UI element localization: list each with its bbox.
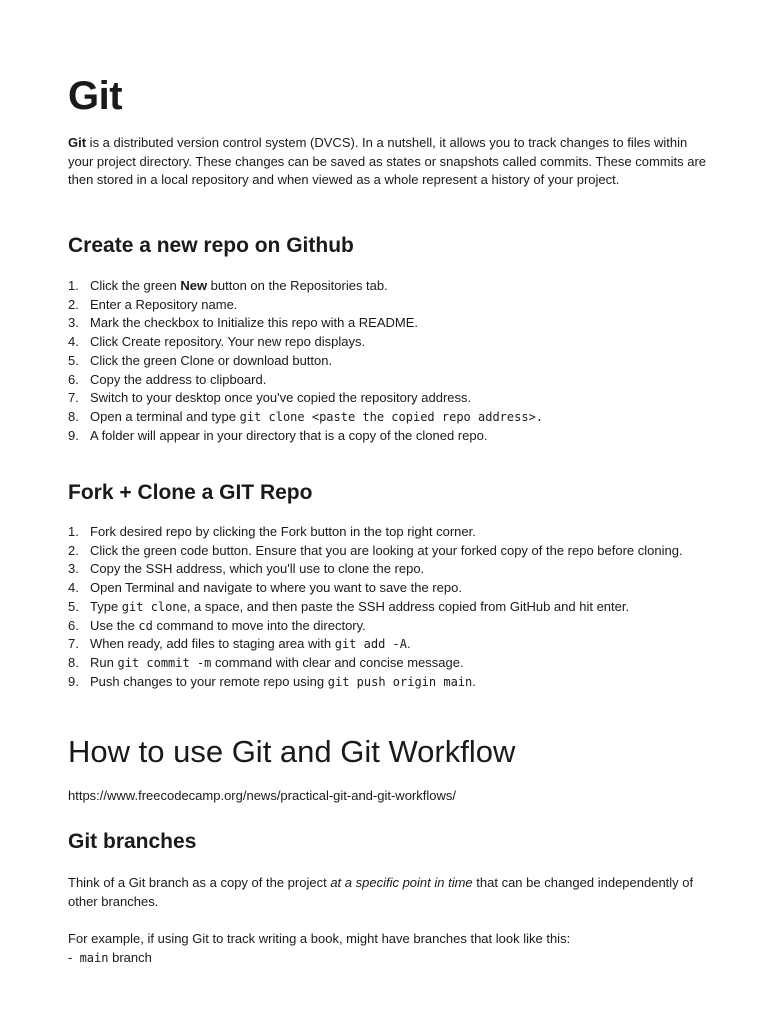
list-bold: New — [180, 278, 208, 293]
list-item — [68, 352, 688, 371]
list-item — [68, 277, 688, 296]
list-item — [68, 296, 688, 315]
list-item — [68, 542, 688, 561]
list-text: . — [406, 636, 411, 652]
list-item — [68, 389, 688, 408]
inline-code: git commit -m — [117, 655, 212, 670]
list-number: 6. — [68, 371, 79, 387]
para-text: branch — [108, 949, 152, 965]
list-item — [68, 314, 688, 333]
list-text: Mark the checkbox to Initialize this repo with a README. — [90, 315, 419, 331]
para-text: Think of a Git branch as a copy of the project — [68, 875, 331, 890]
list-text: Enter a Repository name. — [90, 296, 238, 312]
list-text: command to move into the directory. — [152, 617, 366, 633]
list-number: 3. — [68, 315, 79, 331]
list-text: Push changes to your remote repo using — [90, 673, 328, 689]
list-item — [68, 371, 688, 390]
list-number: 5. — [68, 352, 79, 368]
list-item — [68, 427, 688, 446]
list-number: 3. — [68, 561, 79, 577]
list-number: 5. — [68, 598, 79, 614]
para-text: For example, if using Git to track writing a book, might have branches that look like this: — [68, 931, 571, 946]
list-text: button on the Repositories tab. — [207, 278, 388, 293]
list-text: , a space, and then paste the SSH address copied from GitHub and hit enter. — [186, 598, 630, 614]
intro-text: is a distributed version control system (DVCS). In a nutshell, it allows you to track changes to files within your project directory. These changes can be saved as states or snapshots called commits. These commits are then stored in a local repository and when viewed as a whole represent a history of your project. — [68, 135, 707, 188]
section-heading-git-workflow: How to use Git and Git Workflow — [68, 734, 516, 769]
inline-code: git add -A — [334, 637, 407, 652]
list-number: 9. — [68, 427, 79, 443]
intro-bold-term: Git — [68, 135, 87, 150]
list-item — [68, 523, 688, 542]
list-text: Click Create repository. Your new repo displays. — [90, 334, 366, 350]
list-item — [68, 617, 688, 636]
list-text: Run — [90, 654, 118, 670]
bullet-dash: - — [68, 949, 73, 965]
list-text: Click the green Clone or download button. — [90, 352, 333, 368]
para-italic: at a specific point in time — [330, 875, 473, 890]
list-text: Open a terminal and type — [90, 408, 240, 424]
list-item — [68, 598, 688, 617]
list-item — [68, 579, 688, 598]
list-number: 2. — [68, 296, 79, 312]
list-item — [68, 560, 688, 579]
inline-code: git push origin main — [327, 674, 473, 689]
list-number: 4. — [68, 334, 79, 350]
list-number: 2. — [68, 542, 79, 558]
list-text: command with clear and concise message. — [211, 654, 464, 670]
list-text: Click the green code button. Ensure that you are looking at your forked copy of the repo before cloning. — [90, 542, 683, 558]
list-number: 9. — [68, 673, 79, 689]
section-heading-create-repo: Create a new repo on Github — [68, 234, 354, 257]
section-heading-fork-clone: Fork + Clone a GIT Repo — [68, 481, 313, 504]
list-text: Switch to your desktop once you've copied the repository address. — [90, 390, 472, 406]
list-number: 1. — [68, 278, 79, 293]
list-number: 7. — [68, 390, 79, 406]
list-text: Copy the address to clipboard. — [90, 371, 267, 387]
inline-code: git clone — [121, 599, 187, 614]
list-text: Open Terminal and navigate to where you want to save the repo. — [90, 580, 462, 596]
fork-clone-steps — [68, 523, 688, 691]
inline-code: git clone <paste the copied repo address>. — [239, 409, 544, 424]
list-number: 4. — [68, 580, 79, 596]
para-text: that can be changed independently of other branches. — [68, 875, 694, 909]
list-item — [68, 408, 688, 427]
list-number: 1. — [68, 524, 79, 539]
list-text: A folder will appear in your directory that is a copy of the cloned repo. — [90, 427, 488, 443]
list-text: Fork desired repo by clicking the Fork button in the top right corner. — [90, 524, 476, 539]
workflow-url[interactable]: https://www.freecodecamp.org/news/practical-git-and-git-workflows/ — [68, 788, 456, 803]
list-number: 8. — [68, 654, 79, 670]
inline-code: main — [79, 950, 109, 965]
section-heading-git-branches: Git branches — [68, 830, 197, 853]
list-number: 7. — [68, 636, 79, 652]
list-number: 8. — [68, 408, 79, 424]
list-item — [68, 654, 688, 673]
list-number: 6. — [68, 617, 79, 633]
branches-paragraph — [68, 874, 708, 911]
list-text: When ready, add files to staging area with — [90, 636, 335, 652]
list-item — [68, 333, 688, 352]
list-text: Click the green — [90, 278, 181, 293]
create-repo-steps — [68, 277, 688, 445]
page-title: Git — [68, 74, 123, 118]
example-paragraph — [68, 930, 708, 967]
list-text: Use the — [90, 617, 139, 633]
list-text: . — [472, 673, 476, 689]
list-text: Type — [90, 598, 122, 614]
list-text: Copy the SSH address, which you'll use to clone the repo. — [90, 561, 425, 577]
list-item — [68, 635, 688, 654]
list-item — [68, 673, 688, 692]
inline-code: cd — [138, 618, 153, 633]
intro-paragraph — [68, 134, 708, 190]
